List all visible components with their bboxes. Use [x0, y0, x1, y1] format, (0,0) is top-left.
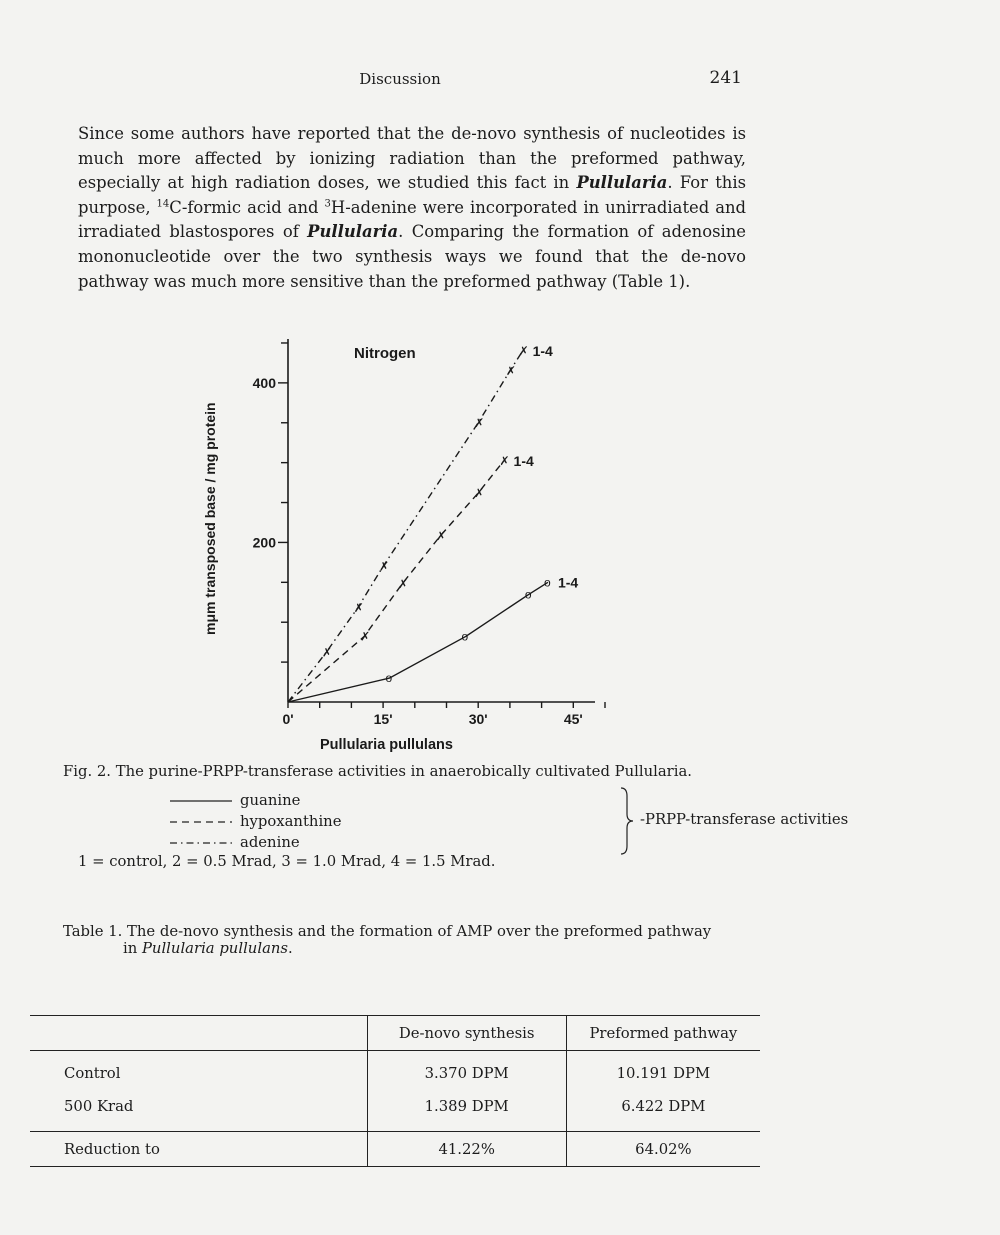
data-point-marker: ✗ — [518, 343, 529, 358]
table-header-row — [30, 1016, 760, 1051]
body-paragraph: Since some authors have reported that the de-novo synthesis of nucleotides is much more affected by ionizing radiation than the preformed pathway, especially at high radiation doses, we studied this fact in Pullularia. For this purpose, $^{14}$C-formic acid and $^3$H-adenine were incorporated in unirradiated and irradiated blastospores of Pullularia. Comparing the formation of adenosine mononucleotide over the two synthesis ways we found that the de-novo pathway was much more sensitive than the preformed pathway (Table 1). — [78, 124, 747, 291]
table-header-cell — [30, 1016, 367, 1051]
table-row — [30, 1051, 760, 1092]
table-cell: 6.422 DPM — [566, 1091, 760, 1121]
legend-line-dashed — [170, 819, 232, 825]
dose-key: 1 = control, 2 = 0.5 Mrad, 3 = 1.0 Mrad, 4 = 1.5 Mrad. — [78, 853, 496, 870]
data-point-marker: ✗ — [474, 415, 485, 430]
legend-line-dashdot — [170, 840, 232, 846]
table-header-cell: De-novo synthesis — [367, 1016, 566, 1051]
data-point-marker: ✗ — [505, 363, 516, 378]
chart-axes — [288, 339, 595, 702]
table-row — [30, 1091, 760, 1121]
series-line-dashed — [288, 461, 504, 702]
data-point-marker: ✗ — [322, 645, 333, 660]
organism-name: Pullularia — [307, 222, 399, 242]
annotation-nitrogen: Nitrogen — [354, 345, 416, 362]
legend-line-solid — [170, 798, 232, 804]
table-cell: 10.191 DPM — [566, 1051, 760, 1092]
organism-name: Pullularia — [576, 173, 668, 193]
x-axis-label: Pullularia pullulans — [320, 737, 453, 753]
data-point-marker: ✗ — [398, 576, 409, 591]
running-header: Discussion — [359, 70, 441, 88]
y-tick-label: 200 — [252, 534, 276, 551]
figure-chart — [185, 335, 605, 760]
page-number: 241 — [709, 68, 742, 88]
data-point-marker: o — [385, 671, 393, 686]
legend-item-guanine: guanine — [170, 790, 341, 811]
data-point-marker: ✗ — [360, 629, 371, 644]
series-line-solid — [288, 582, 548, 702]
y-tick-label: 400 — [252, 374, 276, 391]
table-cell: 500 Krad — [64, 1097, 134, 1115]
chart-labels — [253, 343, 583, 727]
x-tick-label: 45' — [563, 711, 583, 727]
chart-series — [288, 344, 551, 702]
results-table — [30, 1015, 760, 1167]
data-point-marker: o — [461, 629, 469, 644]
curve-label: 1-4 — [557, 574, 579, 591]
table-caption: Table 1. The de-novo synthesis and the formation of AMP over the preformed pathway in Pullularia pullulans. — [63, 923, 712, 957]
figure-caption: Fig. 2. The purine-PRPP-transferase activities in anaerobically cultivated Pullularia. — [63, 763, 692, 780]
legend-brace — [618, 786, 636, 856]
y-axis-label: mμm transposed base / mg protein — [202, 402, 218, 635]
table-header-cell: Preformed pathway — [566, 1016, 760, 1051]
legend-group-label: -PRPP-transferase activities — [640, 811, 849, 828]
table-cell: 41.22% — [367, 1132, 566, 1167]
curve-label: 1-4 — [513, 453, 534, 470]
table-cell: Control — [64, 1064, 121, 1082]
data-point-marker: o — [543, 575, 551, 590]
figure-legend — [170, 790, 849, 853]
data-point-marker: o — [524, 587, 532, 602]
data-point-marker: ✗ — [436, 529, 447, 544]
x-tick-label: 15' — [373, 711, 393, 727]
table-row-reduction — [30, 1132, 760, 1167]
table-cell: 3.370 DPM — [367, 1051, 566, 1092]
legend-item-adenine: adenine — [170, 832, 341, 853]
table-cell: Reduction to — [30, 1132, 367, 1167]
curve-label: 1-4 — [532, 342, 553, 359]
legend-item-hypoxanthine: hypoxanthine — [170, 811, 341, 832]
organism-name: Pullularia pullulans — [141, 940, 289, 957]
x-tick-label: 0' — [282, 711, 294, 727]
table-cell: 1.389 DPM — [367, 1091, 566, 1121]
table-cell: 64.02% — [566, 1132, 760, 1167]
x-tick-label: 30' — [468, 711, 488, 727]
data-point-marker: ✗ — [474, 485, 485, 500]
data-point-marker: ✗ — [379, 559, 390, 574]
data-point-marker: ✗ — [499, 454, 510, 469]
data-point-marker: ✗ — [353, 600, 364, 615]
